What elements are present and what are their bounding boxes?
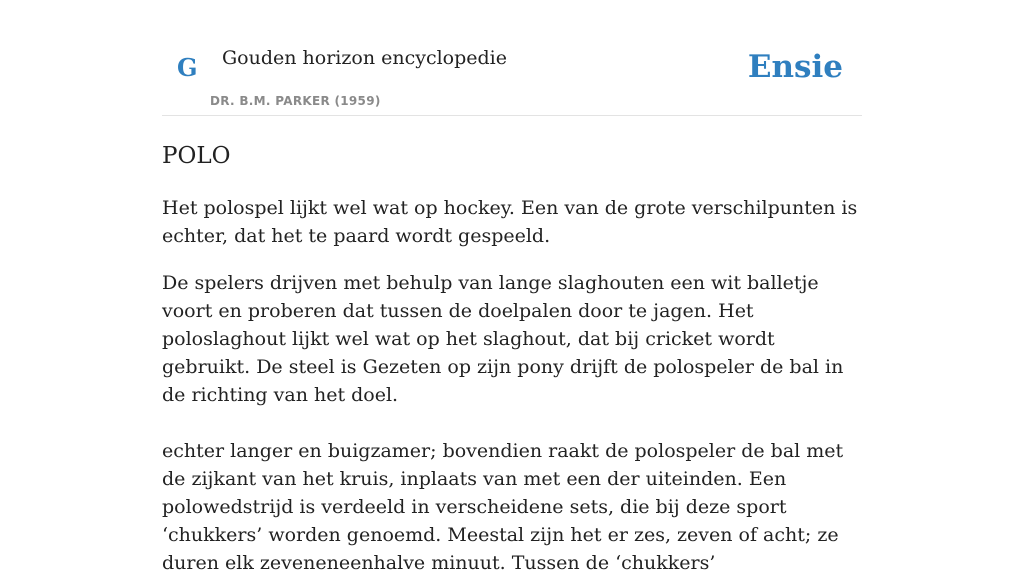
- entry-paragraph-3: echter langer en buigzamer; bovendien raakt de polospeler de bal met de zijkant van het kruis, inplaats van met een der uiteinden. Een polowedstrijd is verdeeld in verscheidene sets, die bij deze sport ‘chukkers’ worden genoemd. Meestal zijn het er zes, zeven of acht; ze duren elk zeveneneenhalve minuut. Tussen de ‘chukkers’: [162, 439, 844, 574]
- source-author: DR. B.M. PARKER (1959): [210, 94, 381, 108]
- ensie-logo-link[interactable]: Ensie: [747, 49, 843, 85]
- page-content: [162, 0, 862, 577]
- entry-paragraph-1: Het polospel lijkt wel wat op hockey. Een van de grote verschilpunten is echter, dat het te paard wordt gespeeld.: [162, 196, 858, 247]
- source-header: [162, 0, 862, 116]
- source-title-link[interactable]: Gouden horizon encyclopedie: [222, 47, 507, 69]
- entry-title: POLO: [162, 143, 231, 169]
- source-logo-icon[interactable]: G: [177, 53, 198, 82]
- entry-paragraph-2: De spelers drijven met behulp van lange slaghouten een wit balletje voort en proberen dat tussen de doelpalen door te jagen. Het poloslaghout lijkt wel wat op het slaghout, dat bij cricket wordt gebruikt. De steel is Gezeten op zijn pony drijft de polospeler de bal in de richting van het doel.: [162, 271, 844, 406]
